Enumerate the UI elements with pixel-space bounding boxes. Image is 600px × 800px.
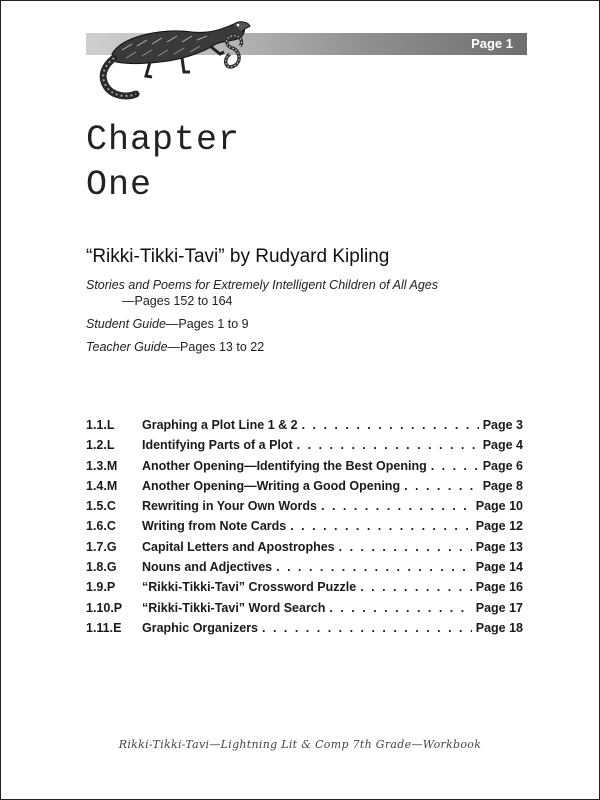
- toc-row[interactable]: [86, 560, 523, 580]
- teacher-guide-label: Teacher Guide: [86, 340, 168, 354]
- toc-page: Page 13: [475, 539, 523, 554]
- page-footer: Rikki-Tikki-Tavi—Lightning Lit & Comp 7th Grade—Workbook: [118, 738, 482, 751]
- toc-row[interactable]: [86, 459, 523, 479]
- toc-row[interactable]: [86, 580, 523, 600]
- dot-leader: [290, 519, 472, 533]
- toc-code: 1.2.L: [86, 438, 115, 453]
- toc-title: Another Opening—Identifying the Best Opening: [142, 458, 427, 473]
- toc-code: 1.3.M: [86, 458, 118, 473]
- toc-title: Graphing a Plot Line 1 & 2: [142, 418, 298, 432]
- dot-leader: [360, 580, 472, 594]
- dot-leader: [321, 499, 472, 513]
- book-title: Stories and Poems for Extremely Intelligent Children of All Ages: [86, 278, 439, 292]
- dot-leader: [276, 560, 472, 574]
- toc-row[interactable]: [86, 519, 523, 539]
- toc-page: Page 18: [475, 620, 523, 635]
- toc-page: Page 4: [482, 438, 523, 453]
- toc-code: 1.1.L: [86, 418, 115, 432]
- toc-code: 1.4.M: [86, 478, 118, 493]
- toc-row[interactable]: [86, 499, 523, 519]
- toc-row[interactable]: [86, 601, 523, 621]
- toc-code: 1.9.P: [86, 580, 116, 595]
- source-list: [86, 277, 438, 355]
- dot-leader: [262, 621, 472, 635]
- chapter-heading-line1: Chapter: [86, 120, 241, 160]
- toc-title: “Rikki-Tikki-Tavi” Crossword Puzzle: [142, 580, 357, 595]
- chapter-heading-line2: One: [86, 165, 153, 205]
- dot-leader: [431, 459, 479, 473]
- toc-page: Page 12: [475, 519, 523, 534]
- toc-title: Writing from Note Cards: [142, 519, 287, 534]
- toc-title: Nouns and Adjectives: [142, 560, 273, 575]
- toc-code: 1.7.G: [86, 539, 117, 554]
- table-of-contents: [86, 418, 523, 641]
- toc-title: Another Opening—Writing a Good Opening: [142, 478, 401, 493]
- page-number-label: Page 1: [471, 36, 513, 51]
- toc-row[interactable]: [86, 418, 523, 438]
- story-title: “Rikki-Tikki-Tavi” by Rudyard Kipling: [86, 246, 390, 267]
- toc-code: 1.6.C: [86, 519, 116, 534]
- toc-page: Page 8: [482, 478, 523, 493]
- toc-title: “Rikki-Tikki-Tavi” Word Search: [142, 600, 326, 615]
- toc-code: 1.5.C: [86, 499, 116, 514]
- toc-row[interactable]: [86, 438, 523, 458]
- dot-leader: [339, 540, 472, 554]
- toc-code: 1.10.P: [86, 600, 123, 615]
- student-guide-label: Student Guide: [86, 317, 166, 331]
- dot-leader: [404, 479, 479, 493]
- dot-leader: [329, 601, 471, 615]
- toc-page: Page 3: [482, 418, 523, 432]
- toc-page: Page 14: [475, 560, 523, 575]
- toc-title: Graphic Organizers: [142, 620, 259, 635]
- toc-page: Page 6: [482, 458, 523, 473]
- toc-title: Rewriting in Your Own Words: [142, 499, 318, 514]
- toc-code: 1.8.G: [86, 560, 117, 575]
- teacher-guide-pages: —Pages 13 to 22: [167, 340, 265, 354]
- toc-code: 1.11.E: [86, 620, 122, 635]
- book-pages: —Pages 152 to 164: [122, 294, 233, 308]
- toc-page: Page 17: [475, 600, 523, 615]
- dot-leader: [297, 438, 479, 452]
- dot-leader: [302, 418, 479, 432]
- toc-title: Capital Letters and Apostrophes: [142, 539, 335, 554]
- toc-row[interactable]: [86, 479, 523, 499]
- toc-row[interactable]: [86, 621, 523, 641]
- student-guide-pages: —Pages 1 to 9: [165, 317, 249, 331]
- chapter-heading: [86, 118, 240, 208]
- toc-row[interactable]: [86, 540, 523, 560]
- toc-page: Page 16: [475, 580, 523, 595]
- mongoose-illustration-icon: [92, 14, 252, 104]
- toc-title: Identifying Parts of a Plot: [142, 438, 293, 453]
- toc-page: Page 10: [475, 499, 523, 514]
